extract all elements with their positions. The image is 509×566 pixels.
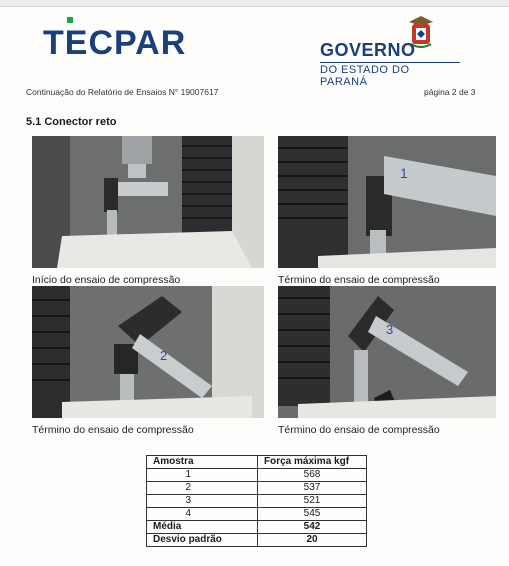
sample-marker-3: 3: [386, 322, 394, 337]
sample-cell: 3: [147, 495, 258, 508]
sample-cell: 2: [147, 482, 258, 495]
photo-end-compression-3: [278, 286, 509, 418]
gov-logo-subtitle: DO ESTADO DO PARANÁ: [320, 62, 460, 88]
sample-cell: 1: [147, 469, 258, 482]
gov-logo-title: GOVERNO: [320, 40, 416, 60]
sample-marker-1: 1: [400, 165, 408, 181]
report-continuation: Continuação do Relatório de Ensaios N° 19007617: [26, 87, 219, 97]
photo-caption-1: Início do ensaio de compressão: [32, 274, 181, 286]
mean-label: Média: [147, 521, 258, 534]
photo-end-compression-2: [32, 286, 264, 418]
table-row: [147, 495, 367, 508]
photo-start-compression: [32, 136, 264, 268]
column-header-force: Força máxima kgf: [258, 456, 367, 469]
photo-caption-3: Término do ensaio de compressão: [32, 424, 194, 436]
tecpar-logo: [43, 24, 186, 63]
force-cell: 545: [258, 508, 367, 521]
page-indicator: página 2 de 3: [424, 87, 476, 97]
sample-cell: 4: [147, 508, 258, 521]
force-cell: 521: [258, 495, 367, 508]
column-header-sample: Amostra: [147, 456, 258, 469]
logo-accent: [67, 17, 73, 23]
table-row: [147, 482, 367, 495]
stdev-row: [147, 534, 367, 547]
stdev-value: 20: [258, 534, 367, 547]
section-title: 5.1 Conector reto: [26, 116, 117, 128]
table-row: [147, 469, 367, 482]
mean-row: [147, 521, 367, 534]
mean-value: 542: [258, 521, 367, 534]
photo-end-compression-1: [278, 136, 509, 268]
force-cell: 537: [258, 482, 367, 495]
governo-parana-logo: [320, 14, 460, 88]
photo-caption-2: Término do ensaio de compressão: [278, 274, 440, 286]
table-row: [147, 508, 367, 521]
sample-marker-2: 2: [160, 348, 168, 363]
force-cell: 568: [258, 469, 367, 482]
top-border: [0, 0, 509, 7]
photo-caption-4: Término do ensaio de compressão: [278, 424, 440, 436]
tecpar-logo-text: TECPAR: [43, 24, 187, 62]
stdev-label: Desvio padrão: [147, 534, 258, 547]
table-header-row: [147, 456, 367, 469]
results-table: [146, 455, 367, 547]
